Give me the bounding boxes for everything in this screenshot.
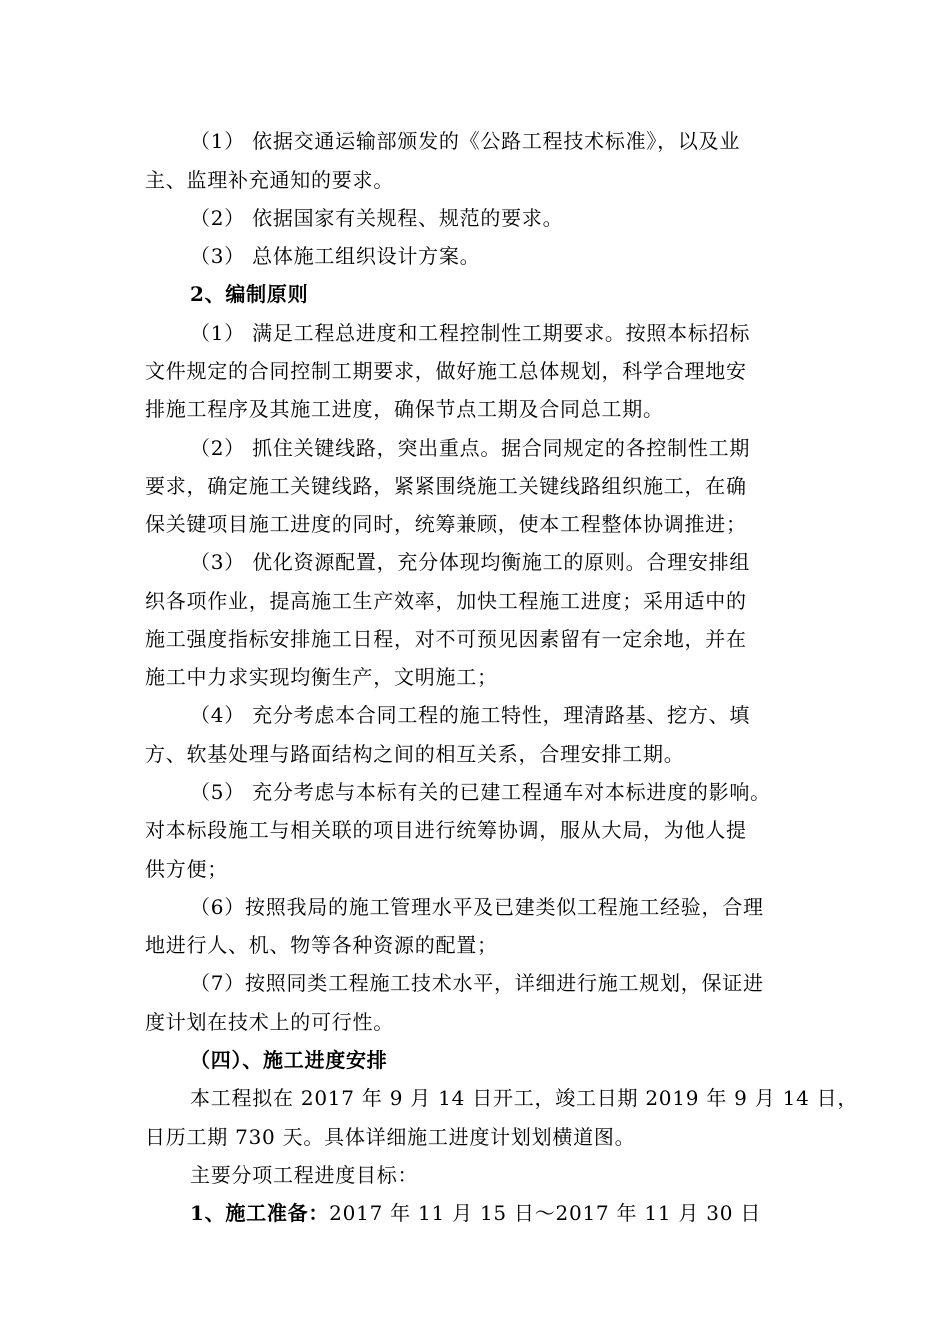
schedule-paragraph: 本工程拟在 2017 年 9 月 14 日开工，竣工日期 2019 年 9 月 14 日， [190,1086,859,1110]
principle-5-line-2: 对本标段施工与相关联的项目进行统筹协调，服从大局，为他人提 [145,818,747,842]
principle-3-line-2: 织各项作业，提高施工生产效率，加快工程施工进度；采用适中的 [145,589,747,613]
section-heading-schedule: （四）、施工进度安排 [190,1048,388,1072]
principle-5-line-3: 供方便； [145,857,228,881]
milestone-1 [190,1200,761,1226]
schedule-paragraph-line-2: 日历工期 730 天。具体详细施工进度计划划横道图。 [145,1125,636,1149]
principle-3: （3） 优化资源配置，充分体现均衡施工的原则。合理安排组 [190,550,751,574]
principle-3-line-3: 施工强度指标安排施工日程，对不可预见因素留有一定余地，并在 [145,627,747,651]
principle-6: （6）按照我局的施工管理水平及已建类似工程施工经验，合理 [190,895,764,919]
principle-3-line-4: 施工中力求实现均衡生产，文明施工； [145,665,498,689]
principle-1-line-3: 排施工程序及其施工进度，确保节点工期及合同总工期。 [145,397,664,421]
basis-item-1-continued: 主、监理补充通知的要求。 [145,168,394,192]
principle-2-line-2: 要求，确定施工关键线路，紧紧围绕施工关键线路组织施工，在确 [145,474,747,498]
principle-2: （2） 抓住关键线路，突出重点。据合同规定的各控制性工期 [190,436,751,460]
milestone-intro: 主要分项工程进度目标： [190,1163,419,1187]
basis-item-3: （3） 总体施工组织设计方案。 [190,244,481,268]
section-heading-principles: 2、编制原则 [190,282,309,306]
basis-item-2: （2） 依据国家有关规程、规范的要求。 [190,206,564,230]
basis-item-1: （1） 依据交通运输部颁发的《公路工程技术标准》，以及业 [190,129,741,153]
principle-4: （4） 充分考虑本合同工程的施工特性，理清路基、挖方、填 [190,703,751,727]
principle-7: （7）按照同类工程施工技术水平，详细进行施工规划，保证进 [190,971,764,995]
milestone-1-label: 1、施工准备： [190,1201,330,1225]
milestone-1-dates: 2017 年 11 月 15 日～2017 年 11 月 30 日 [329,1201,762,1225]
principle-2-line-3: 保关键项目施工进度的同时，统筹兼顾，使本工程整体协调推进； [145,512,747,536]
principle-7-line-2: 度计划在技术上的可行性。 [145,1010,394,1034]
principle-1-line-2: 文件规定的合同控制工期要求，做好施工总体规划，科学合理地安 [145,359,747,383]
principle-6-line-2: 地进行人、机、物等各种资源的配置； [145,933,498,957]
principle-1: （1） 满足工程总进度和工程控制性工期要求。按照本标招标 [190,321,751,345]
principle-5: （5） 充分考虑与本标有关的已建工程通车对本标进度的影响。 [190,780,771,804]
principle-4-line-2: 方、软基处理与路面结构之间的相互关系，合理安排工期。 [145,742,685,766]
